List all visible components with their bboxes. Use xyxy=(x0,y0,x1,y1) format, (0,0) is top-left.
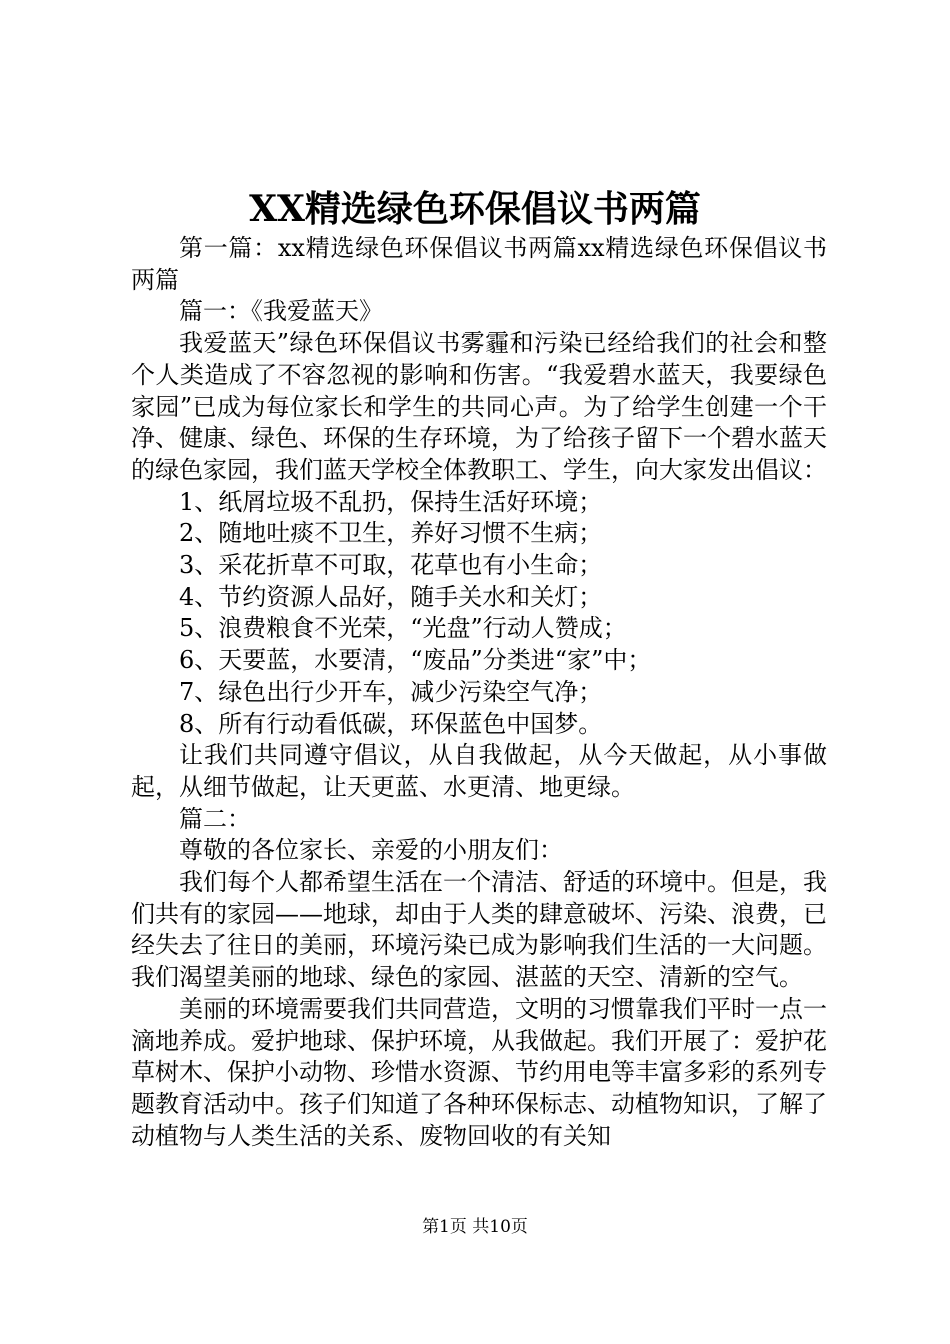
list-item: 5、浪费粮食不光荣，“光盘”行动人赞成； xyxy=(179,614,627,643)
list-item: 1、纸屑垃圾不乱扔，保持生活好环境； xyxy=(179,487,603,516)
list-item: 6、天要蓝，水要清，“废品”分类进“家”中； xyxy=(179,646,652,675)
paragraph: 让我们共同遵守倡议，从自我做起，从今天做起，从小事做起，从细节做起，让天更蓝、水更清、地更绿。 xyxy=(131,741,827,801)
salutation: 尊敬的各位家长、亲爱的小朋友们： xyxy=(179,836,563,865)
paragraph: 我爱蓝天”绿色环保倡议书雾霾和污染已经给我们的社会和整个人类造成了不容忽视的影响和伤害。“我爱碧水蓝天，我要绿色家园”已成为每位家长和学生的共同心声。为了给学生创建一个干净、健康、绿色、环保的生存环境，为了给孩子留下一个碧水蓝天的绿色家园，我们蓝天学校全体教职工、学生，向大家发出倡议： xyxy=(131,329,827,484)
paragraph-intro: 第一篇：xx精选绿色环保倡议书两篇xx精选绿色环保倡议书两篇 xyxy=(131,234,827,294)
document-body xyxy=(131,233,827,1152)
page-footer: 第1页 共10页 xyxy=(422,1217,528,1237)
section-heading-2: 篇二： xyxy=(179,804,251,833)
list-item: 2、随地吐痰不卫生，养好习惯不生病； xyxy=(179,519,603,548)
list-item: 4、节约资源人品好，随手关水和关灯； xyxy=(179,582,603,611)
list-item: 8、所有行动看低碳，环保蓝色中国梦。 xyxy=(179,709,603,738)
list-item: 7、绿色出行少开车，减少污染空气净； xyxy=(179,677,603,706)
list-item: 3、采花折草不可取，花草也有小生命； xyxy=(179,551,603,580)
paragraph: 我们每个人都希望生活在一个清洁、舒适的环境中。但是，我们共有的家园——地球，却由于人类的肆意破坏、污染、浪费，已经失去了往日的美丽，环境污染已成为影响我们生活的一大问题。我们渴望美丽的地球、绿色的家园、湛蓝的天空、清新的空气。 xyxy=(131,868,827,992)
paragraph: 美丽的环境需要我们共同营造，文明的习惯靠我们平时一点一滴地养成。爱护地球、保护环境，从我做起。我们开展了：爱护花草树木、保护小动物、珍惜水资源、节约用电等丰富多彩的系列专题教育活动中。孩子们知道了各种环保标志、动植物知识，了解了动植物与人类生活的关系、废物回收的有关知 xyxy=(131,994,827,1150)
section-heading-1: 篇一：《我爱蓝天》 xyxy=(179,297,383,326)
document-title: XX精选绿色环保倡议书两篇 xyxy=(249,188,701,230)
